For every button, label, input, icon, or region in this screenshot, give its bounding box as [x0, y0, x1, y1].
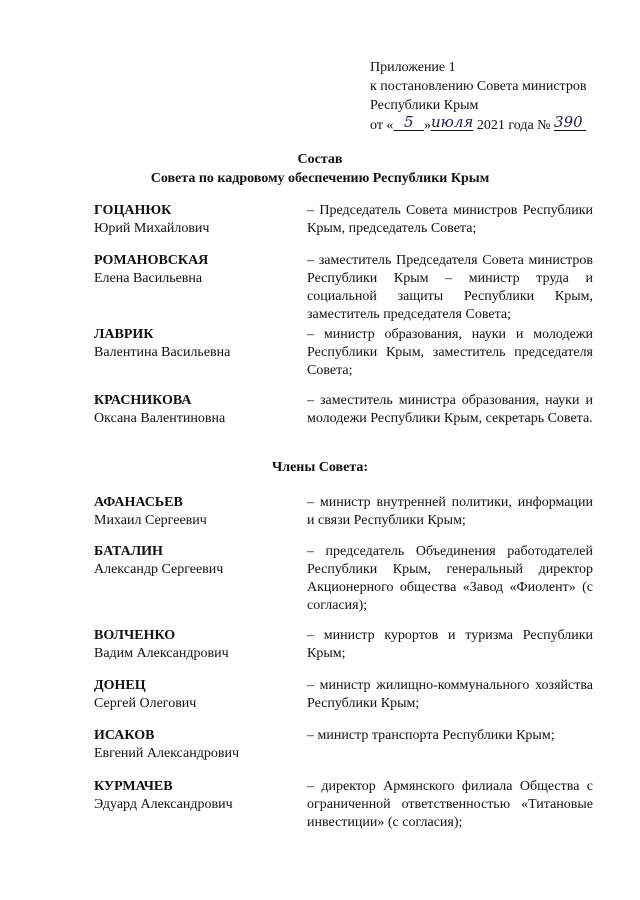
person-name	[94, 392, 294, 428]
person-role: – министр образования, науки и молодежи Республики Крым, заместитель председателя Совета;	[307, 327, 593, 378]
person-given-name: Евгений Александрович	[94, 746, 240, 761]
appendix-number: Приложение 1	[370, 60, 456, 75]
person-name	[94, 494, 294, 530]
person-role: – министр транспорта Республики Крым;	[307, 728, 555, 743]
person-name	[94, 778, 294, 814]
date-number: 390	[554, 113, 583, 131]
person-given-name: Эдуард Александрович	[94, 797, 233, 812]
person-surname: КУРМАЧЕВ	[94, 779, 173, 794]
person-surname: ИСАКОВ	[94, 728, 155, 743]
person-role: – министр внутренней политики, информации и связи Республики Крым;	[307, 495, 593, 528]
person-given-name: Сергей Олегович	[94, 696, 197, 711]
person-role: – Председатель Совета министров Республики Крым, председатель Совета;	[307, 203, 593, 236]
appendix-resolution-line: к постановлению Совета министров	[370, 79, 587, 94]
person-name	[94, 252, 294, 288]
person-given-name: Оксана Валентиновна	[94, 411, 226, 426]
date-number-field	[554, 115, 586, 135]
date-day-field	[393, 115, 424, 135]
document-title: Состав	[297, 152, 343, 167]
person-role: – министр курортов и туризма Республики Крым;	[307, 628, 593, 661]
person-given-name: Юрий Михайлович	[94, 221, 210, 236]
date-month-field	[431, 115, 473, 135]
person-surname: АФАНАСЬЕВ	[94, 495, 183, 510]
members-section-title: Члены Совета:	[271, 460, 369, 475]
person-surname: ВОЛЧЕНКО	[94, 628, 176, 643]
appendix-header	[370, 58, 630, 135]
date-day: 5	[403, 113, 414, 131]
person-role: – директор Армянского филиала Общества с ограниченной ответственностью «Титановые инвестиции» (с согласия);	[307, 779, 593, 830]
person-given-name: Александр Сергеевич	[94, 562, 224, 577]
date-mid: »	[423, 118, 431, 133]
person-name	[94, 326, 294, 362]
person-name	[94, 202, 294, 238]
person-given-name: Елена Васильевна	[94, 271, 203, 286]
person-surname: КРАСНИКОВА	[94, 393, 192, 408]
date-year: 2021 года №	[476, 118, 551, 133]
person-role: – министр жилищно-коммунального хозяйства Республики Крым;	[307, 678, 593, 711]
person-name	[94, 677, 294, 713]
person-given-name: Вадим Александрович	[94, 646, 229, 661]
person-surname: РОМАНОВСКАЯ	[94, 253, 209, 268]
person-surname: БАТАЛИН	[94, 544, 163, 559]
appendix-date-line	[370, 115, 630, 135]
person-surname: ДОНЕЦ	[94, 678, 146, 693]
person-role: – заместитель Председателя Совета министров Республики Крым – министр труда и социальной защиты Республики Крым, заместитель председателя Совета;	[307, 253, 593, 322]
appendix-republic-line: Республики Крым	[370, 98, 479, 113]
person-surname: ЛАВРИК	[94, 327, 154, 342]
date-month: июля	[430, 113, 474, 131]
document-subtitle: Совета по кадровому обеспечению Республики Крым	[150, 171, 490, 186]
person-given-name: Михаил Сергеевич	[94, 513, 207, 528]
person-name	[94, 627, 294, 663]
person-given-name: Валентина Васильевна	[94, 345, 231, 360]
person-surname: ГОЦАНЮК	[94, 203, 172, 218]
person-role: – председатель Объединения работодателей Республики Крым, генеральный директор Акционерного общества «Завод «Фиолент» (с согласия);	[307, 544, 593, 613]
person-name	[94, 727, 294, 763]
date-prefix: от «	[370, 118, 394, 133]
person-name	[94, 543, 294, 579]
person-role: – заместитель министра образования, науки и молодежи Республики Крым, секретарь Совета.	[307, 393, 593, 426]
